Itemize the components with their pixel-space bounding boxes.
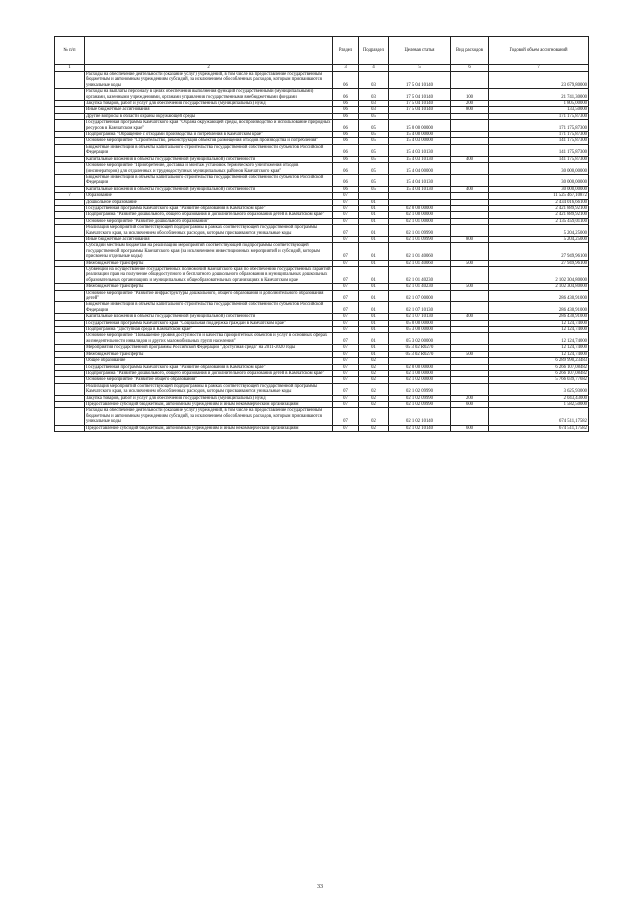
row-name: Иные бюджетные ассигнования — [85, 107, 333, 113]
row-section: 07 — [333, 425, 359, 431]
row-name: Капитальные вложения в объекты государственной (муниципальной) собственности — [85, 156, 333, 162]
header-expense-type: Вид расходов — [451, 37, 489, 65]
row-amount: 674 511,17582 — [489, 408, 589, 425]
row-expense-type — [451, 174, 489, 186]
row-subsection: 01 — [359, 267, 389, 284]
row-name: Основное мероприятие "Приобретение, доставка и монтаж установок термического уничтожения отходов (инсинераторов) для отдаленных и труднодоступных муниципальных районов Камчатского края" — [85, 163, 333, 175]
row-amount: 12 124,74000 — [489, 351, 589, 357]
row-section: 07 — [333, 225, 359, 237]
row-article: 02 1 01 40060 — [389, 243, 451, 260]
row-subsection: 01 — [359, 199, 389, 205]
row-subsection: 01 — [359, 243, 389, 260]
row-section: 07 — [333, 218, 359, 224]
row-expense-type — [451, 144, 489, 156]
row-amount: 27 949,96100 — [489, 260, 589, 266]
row-article: 02 1 00 00000 — [389, 370, 451, 376]
row-amount: 12 124,74000 — [489, 333, 589, 345]
row-article: 02 1 02 09990 — [389, 401, 451, 407]
row-section: 07 — [333, 284, 359, 290]
table-row — [55, 163, 589, 175]
row-article: 15 4 04 00000 — [389, 163, 451, 175]
row-article: 02 1 02 10140 — [389, 425, 451, 431]
row-article: 05 0 00 00000 — [389, 320, 451, 326]
row-name: Дошкольное образование — [85, 199, 333, 205]
row-expense-type: 800 — [451, 236, 489, 242]
table-row — [55, 174, 589, 186]
row-number: 7 — [55, 193, 85, 199]
row-number — [55, 383, 85, 395]
row-expense-type — [451, 302, 489, 314]
row-subsection: 01 — [359, 212, 389, 218]
budget-table — [54, 36, 589, 432]
row-amount: 171 175,87300 — [489, 132, 589, 138]
row-subsection: 03 — [359, 72, 389, 89]
row-expense-type: 800 — [451, 107, 489, 113]
row-section: 06 — [333, 89, 359, 101]
table-row — [55, 383, 589, 395]
row-article: 02 0 00 00000 — [389, 205, 451, 211]
row-name: Предоставление субсидий бюджетным, автономным учреждениям и иным некоммерческим организациям — [85, 425, 333, 431]
row-amount: 141 175,87300 — [489, 144, 589, 156]
row-section: 07 — [333, 205, 359, 211]
row-article: 02 1 07 10130 — [389, 314, 451, 320]
column-index: 6 — [451, 65, 489, 72]
table-row — [55, 243, 589, 260]
row-subsection: 03 — [359, 89, 389, 101]
row-article: 17 5 04 10140 — [389, 101, 451, 107]
row-article: 02 1 02 10140 — [389, 408, 451, 425]
row-name: Межбюджетные трансферты — [85, 351, 333, 357]
row-number — [55, 425, 85, 431]
row-section: 07 — [333, 395, 359, 401]
row-article: 15 4 03 00000 — [389, 138, 451, 144]
row-name: Другие вопросы в области охраны окружающей среды — [85, 113, 333, 119]
table-row — [55, 425, 589, 431]
row-amount: 2 043,43000 — [489, 395, 589, 401]
row-number — [55, 267, 85, 284]
column-index: 1 — [55, 65, 85, 72]
row-amount: 171 175,87300 — [489, 120, 589, 132]
row-subsection: 05 — [359, 132, 389, 138]
row-article: 02 1 01 00000 — [389, 218, 451, 224]
row-amount: 30 000,00000 — [489, 174, 589, 186]
row-name: Основное мероприятие "Повышение уровня доступности и качества приоритетных объектов и услуг в основных сферах жизнедеятельности инвалидов и других маломобильных групп населения" — [85, 333, 333, 345]
row-article: 02 1 01 40060 — [389, 260, 451, 266]
row-name: Основное мероприятие "Развитие инфраструктуры дошкольного, общего образования и дополнительного образования детей" — [85, 290, 333, 302]
row-amount: 5 766 039,77682 — [489, 377, 589, 383]
row-amount: 23 679,80000 — [489, 72, 589, 89]
row-name: Подпрограмма "Обращение с отходами производства и потребления в Камчатском крае" — [85, 132, 333, 138]
row-subsection: 05 — [359, 186, 389, 192]
row-name: Расходы на выплаты персоналу в целях обеспечения выполнения функций государственными (муниципальными) органами, казенными учреждениями, органами управления государственными внебюджетными фондами — [85, 89, 333, 101]
header-number: № п/п — [55, 37, 85, 65]
row-section: 06 — [333, 138, 359, 144]
row-name: Мероприятия государственной программы Российской Федерации "Доступная среда" на 2011-2020 годы — [85, 345, 333, 351]
row-expense-type: 400 — [451, 186, 489, 192]
row-section: 06 — [333, 132, 359, 138]
row-article: 02 1 01 40230 — [389, 267, 451, 284]
row-name: Образование — [85, 193, 333, 199]
row-section: 07 — [333, 199, 359, 205]
row-amount: 171 175,87300 — [489, 113, 589, 119]
row-section: 06 — [333, 101, 359, 107]
row-section: 07 — [333, 243, 359, 260]
row-name: Закупка товаров, работ и услуг для обеспечения государственных (муниципальных) нужд — [85, 101, 333, 107]
row-number — [55, 290, 85, 302]
row-subsection: 01 — [359, 236, 389, 242]
table-row — [55, 302, 589, 314]
row-subsection: 01 — [359, 225, 389, 237]
table-row — [55, 267, 589, 284]
row-name: Подпрограмма "Доступная среда в Камчатском крае" — [85, 327, 333, 333]
table-row — [55, 89, 589, 101]
row-amount: 12 124,74000 — [489, 327, 589, 333]
row-subsection: 03 — [359, 101, 389, 107]
row-section: 07 — [333, 364, 359, 370]
row-name: Субвенции на осуществление государственных полномочий Камчатского края по обеспечению государственных гарантий реализации прав на получение общедоступного и бесплатного дошкольного образования в муниципальных дошкольных образовательных организациях и муниципальных общеобразовательных организациях в Камчатском крае — [86, 267, 331, 283]
column-index: 4 — [359, 65, 389, 72]
row-expense-type: 100 — [451, 89, 489, 101]
row-subsection: 02 — [359, 408, 389, 425]
row-expense-type — [451, 290, 489, 302]
table-body — [55, 72, 589, 432]
row-amount: 11 525 467,10872 — [489, 193, 589, 199]
row-subsection: 05 — [359, 120, 389, 132]
row-name: Бюджетные инвестиции в объекты капитального строительства государственной собственности субъектов Российской Федерации — [85, 144, 333, 156]
row-number — [55, 163, 85, 175]
row-number — [55, 89, 85, 101]
row-subsection: 01 — [359, 290, 389, 302]
row-subsection: 05 — [359, 138, 389, 144]
row-amount: 141 175,87300 — [489, 156, 589, 162]
row-name: Бюджетные инвестиции в объекты капитального строительства государственной собственности субъектов Российской Федерации — [85, 174, 333, 186]
row-amount: 133,50000 — [489, 107, 589, 113]
row-article: 02 1 00 00000 — [389, 212, 451, 218]
row-amount: 6 266 107,08482 — [489, 370, 589, 376]
row-amount: 674 511,17582 — [489, 425, 589, 431]
row-article: 17 5 04 10140 — [389, 89, 451, 101]
row-section: 06 — [333, 163, 359, 175]
row-subsection: 01 — [359, 320, 389, 326]
row-amount: 21 741,30000 — [489, 89, 589, 101]
row-subsection: 02 — [359, 364, 389, 370]
row-number — [55, 302, 85, 314]
row-amount: 5 204,25000 — [489, 236, 589, 242]
row-subsection: 01 — [359, 351, 389, 357]
row-amount: 2 102 304,80000 — [489, 284, 589, 290]
row-subsection: 01 — [359, 333, 389, 345]
row-expense-type: 600 — [451, 425, 489, 431]
row-article: 02 1 01 09990 — [389, 225, 451, 237]
row-number — [55, 144, 85, 156]
row-article: 15 4 00 00000 — [389, 132, 451, 138]
row-amount: 6 266 107,08482 — [489, 364, 589, 370]
row-article: 15 4 03 10130 — [389, 156, 451, 162]
row-amount: 1 582,50000 — [489, 401, 589, 407]
row-subsection: 03 — [359, 107, 389, 113]
header-amount: Годовой объем ассигнований — [489, 37, 589, 65]
table-row — [55, 333, 589, 345]
row-number — [55, 408, 85, 425]
row-number — [55, 120, 85, 132]
row-name: Государственная программа Камчатского края "Развитие образования в Камчатском крае" — [85, 364, 333, 370]
row-name: Иные бюджетные ассигнования — [85, 236, 333, 242]
row-subsection: 02 — [359, 370, 389, 376]
row-name: Бюджетные инвестиции в объекты капитального строительства государственной собственности субъектов Российской Федерации — [85, 302, 333, 314]
row-subsection: 05 — [359, 144, 389, 156]
row-expense-type — [451, 120, 489, 132]
row-name: Предоставление субсидий бюджетным, автономным учреждениям и иным некоммерческим организациям — [85, 401, 333, 407]
row-amount: 30 000,00000 — [489, 163, 589, 175]
row-section: 07 — [333, 267, 359, 284]
row-number — [55, 72, 85, 89]
table-row — [55, 290, 589, 302]
row-subsection: 05 — [359, 156, 389, 162]
column-index-row — [55, 65, 589, 72]
table-row — [55, 225, 589, 237]
row-expense-type — [451, 408, 489, 425]
row-article: 17 5 04 10140 — [389, 107, 451, 113]
table-header-row — [55, 37, 589, 65]
row-article: 02 1 02 00000 — [389, 377, 451, 383]
row-amount: 286 430,91000 — [489, 290, 589, 302]
row-name: Закупка товаров, работ и услуг для обеспечения государственных (муниципальных) нужд — [85, 395, 333, 401]
row-number — [55, 174, 85, 186]
column-index: 3 — [333, 65, 359, 72]
header-section: Раздел — [333, 37, 359, 65]
column-index: 2 — [85, 65, 333, 72]
row-expense-type — [451, 72, 489, 89]
row-amount: 2 421 889,92100 — [489, 212, 589, 218]
row-amount: 141 175,87300 — [489, 138, 589, 144]
row-article: 02 0 00 00000 — [389, 364, 451, 370]
row-amount: 1 805,00000 — [489, 101, 589, 107]
row-article: 15 4 04 10130 — [389, 186, 451, 192]
row-article: 15 4 04 10130 — [389, 174, 451, 186]
row-subsection: 05 — [359, 174, 389, 186]
row-expense-type: 200 — [451, 101, 489, 107]
row-amount: 6 289 990,23483 — [489, 358, 589, 364]
row-section: 06 — [333, 113, 359, 119]
row-section: 06 — [333, 72, 359, 89]
row-subsection: 02 — [359, 425, 389, 431]
row-section: 06 — [333, 120, 359, 132]
header-article: Целевая статья — [389, 37, 451, 65]
row-section: 07 — [333, 212, 359, 218]
header-subsection: Подраздел — [359, 37, 389, 65]
row-name: Подпрограмма "Развитие дошкольного, общего образования и дополнительного образования детей в Камчатском крае" — [85, 212, 333, 218]
row-amount: 286 430,91000 — [489, 314, 589, 320]
row-expense-type — [451, 225, 489, 237]
row-subsection: 05 — [359, 113, 389, 119]
row-subsection: 02 — [359, 401, 389, 407]
row-name: Реализация мероприятий соответствующей подпрограммы в рамках соответствующей государственной программы Камчатского края, за исключением обособленных расходов, которым присваиваются уникальные коды — [85, 225, 333, 237]
row-name: Субсидии местным бюджетам на реализацию мероприятий соответствующей подпрограммы соответствующей государственной программы Камчатского края (за исключением инвестиционных мероприятий и субсидий, которым присвоены отдельные коды) — [85, 243, 333, 260]
row-amount: 2 102 304,80000 — [489, 267, 589, 284]
row-number — [55, 333, 85, 345]
page-number: 33 — [317, 884, 323, 890]
row-article: 05 3 02 00000 — [389, 333, 451, 345]
row-expense-type: 400 — [451, 314, 489, 320]
row-amount: 286 430,91000 — [489, 302, 589, 314]
row-name: Основное мероприятие "Строительство, реконструкция объектов размещения отходов производства и потребления" — [85, 138, 333, 144]
row-section: 07 — [333, 345, 359, 351]
row-name: Капитальные вложения в объекты государственной (муниципальной) собственности — [85, 314, 333, 320]
row-subsection: 05 — [359, 163, 389, 175]
row-article: 15 0 00 00000 — [389, 120, 451, 132]
row-name: Подпрограмма "Развитие дошкольного, общего образования и дополнительного образования детей в Камчатском крае" — [85, 370, 333, 376]
row-expense-type — [451, 383, 489, 395]
row-amount: 12 124,74000 — [489, 320, 589, 326]
row-article: 17 5 04 10140 — [389, 72, 451, 89]
row-name: Межбюджетные трансферты — [85, 284, 333, 290]
row-subsection: 02 — [359, 383, 389, 395]
row-amount: 3 625,93000 — [489, 383, 589, 395]
row-expense-type: 400 — [451, 156, 489, 162]
table-row — [55, 120, 589, 132]
row-section: 06 — [333, 156, 359, 162]
row-section: 07 — [333, 314, 359, 320]
row-section: 07 — [333, 383, 359, 395]
row-article: 05 3 00 00000 — [389, 327, 451, 333]
row-subsection: 01 — [359, 284, 389, 290]
row-expense-type: 500 — [451, 351, 489, 357]
row-section: 07 — [333, 358, 359, 364]
row-section: 07 — [333, 236, 359, 242]
row-expense-type — [451, 333, 489, 345]
row-expense-type — [451, 243, 489, 260]
row-article: 02 1 07 10130 — [389, 302, 451, 314]
row-expense-type: 500 — [451, 284, 489, 290]
row-amount: 5 204,25000 — [489, 225, 589, 237]
row-article: 02 1 02 09990 — [389, 395, 451, 401]
row-subsection: 02 — [359, 377, 389, 383]
row-subsection: 01 — [359, 302, 389, 314]
row-section: 07 — [333, 408, 359, 425]
row-section: 07 — [333, 290, 359, 302]
row-section: 07 — [333, 333, 359, 345]
row-amount: 30 000,00000 — [489, 186, 589, 192]
row-name: Межбюджетные трансферты — [85, 260, 333, 266]
row-name: Государственная программа Камчатского края "Охрана окружающей среды, воспроизводство и использование природных ресурсов в Камчатском крае" — [85, 120, 333, 132]
row-amount: 2 421 889,92100 — [489, 205, 589, 211]
row-section: 07 — [333, 320, 359, 326]
header-name — [85, 37, 333, 65]
row-subsection: 01 — [359, 327, 389, 333]
row-expense-type — [451, 163, 489, 175]
column-index: 7 — [489, 65, 589, 72]
row-article: 02 1 01 40230 — [389, 284, 451, 290]
row-amount: 2 135 459,01100 — [489, 218, 589, 224]
table-row — [55, 72, 589, 89]
row-amount: 2 434 016,66100 — [489, 199, 589, 205]
column-index: 5 — [389, 65, 451, 72]
row-section: 07 — [333, 377, 359, 383]
row-expense-type: 600 — [451, 401, 489, 407]
row-name: Основное мероприятие "Развитие общего образования" — [85, 377, 333, 383]
row-article: 05 3 02 R0270 — [389, 351, 451, 357]
row-number — [55, 225, 85, 237]
row-section: 06 — [333, 186, 359, 192]
row-section: 07 — [333, 193, 359, 199]
row-section: 06 — [333, 107, 359, 113]
row-name: Реализация мероприятий соответствующей подпрограммы в рамках соответствующей государственной программы Камчатского края, за исключением обособленных расходов, которым присваиваются уникальные коды — [85, 383, 333, 395]
row-name: Расходы на обеспечение деятельности (оказание услуг) учреждений, в том числе на предоставление государственным бюджетным и автономным учреждениям субсидий, за исключением обособленных расходов, которым присваиваются уникальные коды — [85, 72, 333, 89]
row-section: 06 — [333, 174, 359, 186]
row-subsection: 01 — [359, 314, 389, 320]
row-section: 07 — [333, 370, 359, 376]
row-section: 06 — [333, 144, 359, 156]
row-expense-type: 200 — [451, 395, 489, 401]
table-row — [55, 144, 589, 156]
row-subsection: 02 — [359, 395, 389, 401]
row-subsection: 01 — [359, 205, 389, 211]
row-subsection: 01 — [359, 260, 389, 266]
row-article: 02 1 01 09990 — [389, 236, 451, 242]
row-article: 15 4 03 10130 — [389, 144, 451, 156]
row-section: 07 — [333, 260, 359, 266]
row-name: Государственная программа Камчатского края "Социальная поддержка граждан в Камчатском крае" — [85, 320, 333, 326]
row-section: 07 — [333, 401, 359, 407]
row-subsection: 01 — [359, 218, 389, 224]
row-subsection: 02 — [359, 358, 389, 364]
row-amount: 27 949,96100 — [489, 243, 589, 260]
row-section: 07 — [333, 351, 359, 357]
row-subsection: 01 — [359, 345, 389, 351]
row-name: Общее образование — [85, 358, 333, 364]
row-name: Основное мероприятие "Развитие дошкольного образования" — [85, 218, 333, 224]
row-section: 07 — [333, 327, 359, 333]
row-number — [55, 243, 85, 260]
row-expense-type: 500 — [451, 260, 489, 266]
row-section: 07 — [333, 302, 359, 314]
row-article: 02 1 07 00000 — [389, 290, 451, 302]
row-name: Государственная программа Камчатского края "Развитие образования в Камчатском крае" — [85, 205, 333, 211]
row-name: Капитальные вложения в объекты государственной (муниципальной) собственности — [85, 186, 333, 192]
row-article: 02 1 02 09990 — [389, 383, 451, 395]
row-expense-type — [451, 267, 489, 284]
table-row — [55, 408, 589, 425]
row-article: 05 3 02 R0270 — [389, 345, 451, 351]
row-amount: 12 124,74000 — [489, 345, 589, 351]
row-name: Расходы на обеспечение деятельности (оказание услуг) учреждений, в том числе на предоставление государственным бюджетным и автономным учреждениям субсидий, за исключением обособленных расходов, которым присваиваются уникальные коды — [85, 408, 333, 425]
